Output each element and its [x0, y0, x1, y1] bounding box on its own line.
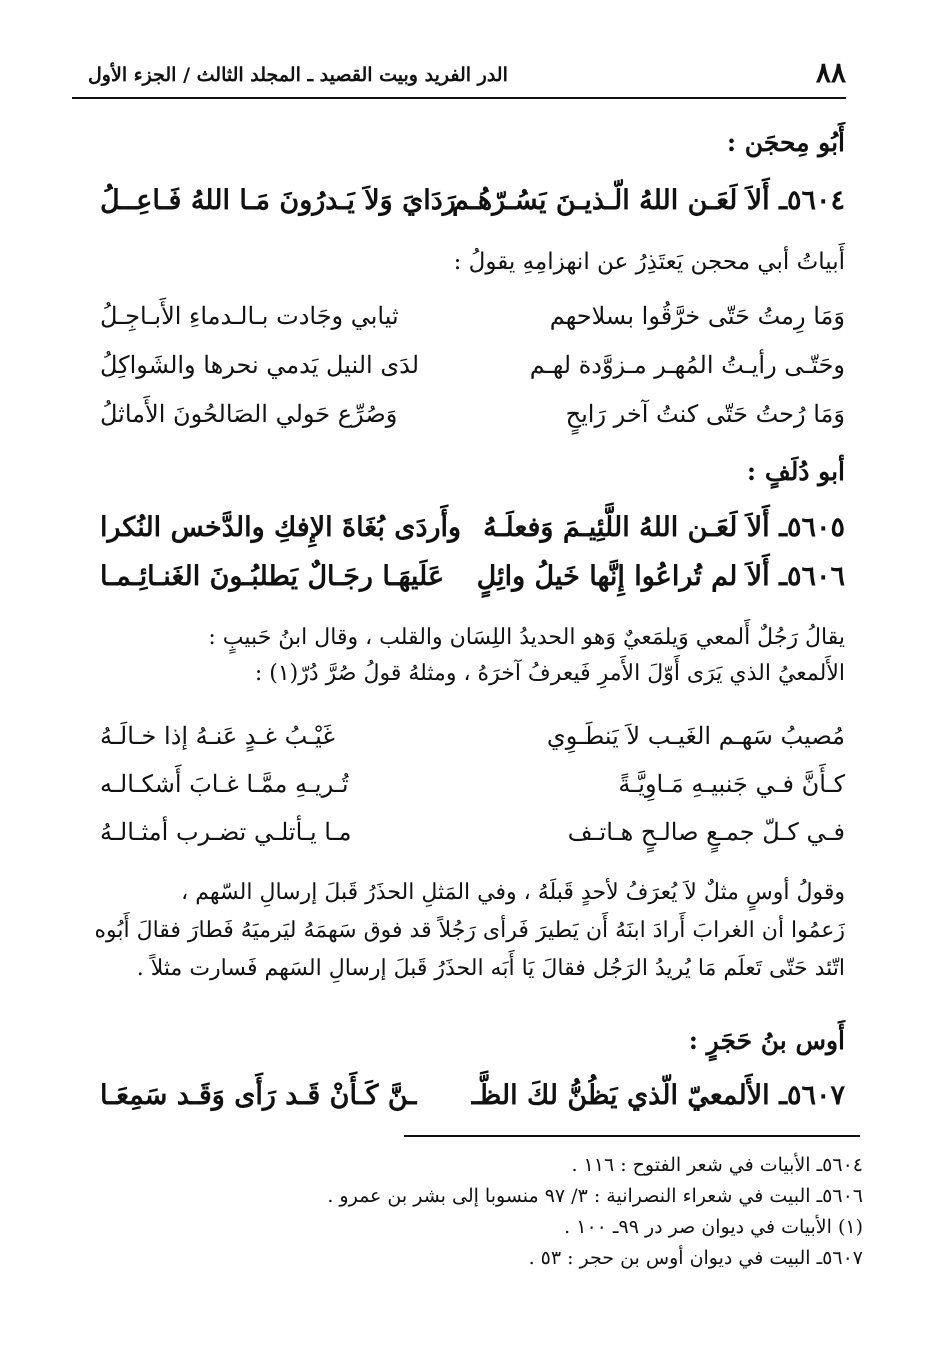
verse-5605 [100, 512, 845, 556]
running-title: الدر الفريد وبيت القصيد ـ المجلد الثالث / الجزء الأول [88, 64, 508, 86]
footnote: (١) الأبيات في ديوان صر در ٩٩ـ ١٠٠ . [564, 1216, 863, 1238]
prose-line: الأَلمعيُ الذي يَرَى أَوّلَ الأَمرِ فَيعرفُ آخرَهُ ، ومثلهُ قولُ صُرَّ دُرّ(١) : [254, 661, 845, 686]
verse-first-hemistich: ٥٦٠٥ـ أَلاَ لَعَـن اللهُ اللَّئِيـمَ وَفعلَـهُ [483, 512, 845, 543]
verse-sarr-durr-1 [100, 722, 845, 766]
verse-first-hemistich: فـي كـلّ جمـعٍ صالـحٍ هـاتـف [567, 818, 845, 846]
prose-line: وقولُ أوسٍ مثلٌ لاَ يُعرَفُ لأحدٍ قَبلَهُ ، وفي المَثلِ الحذَرُ قَبلَ إرسالِ السّهم ، [181, 880, 845, 905]
intro-line: أَبياتُ أبي محجن يَعتَذِرُ عن انهزامِهِ يقولُ : [453, 249, 845, 275]
footnote: ٥٦٠٤ـ الأبيات في شعر الفتوح : ١١٦ . [571, 1154, 863, 1176]
verse-second-hemistich: وأَردَى بُغَاةَ الإِفكِ والدَّخس النُكرا [100, 512, 462, 543]
section-heading-aws: أَوس بنُ حَجَرٍ : [688, 1026, 845, 1055]
verse-first-hemistich: وَمَا رُحتُ حَتّى كنتُ آخر رَايحٍ [565, 400, 845, 428]
prose-line: زَعمُوا أن الغرابَ أَرادَ ابنَهُ أَن يَطيرَ فَرأى رَجُلاً قد فوق سَهمَهُ ليَرميَهُ فَطارَ فقالَ أَبُوه [94, 918, 845, 943]
footnotes [160, 1150, 863, 1274]
page-number: ٨٨ [815, 56, 846, 89]
verse-second-hemistich: وَصُرِّع حَولي الصَالحُونَ الأَماثلُ [100, 400, 398, 428]
verse-second-hemistich: تُـريـهِ ممَّـا غـابَ أَشكـالـه [100, 770, 349, 798]
verse-first-hemistich: ٥٦٠٦ـ أَلاَ لم تُراعُوا إِنَّها خَيلُ وائِلٍ [476, 561, 845, 592]
header-divider [72, 97, 846, 99]
verse-first-hemistich: ٥٦٠٧ـ الأَلمعيّ الّذي يَظُنُّ لكَ الظَّـ [471, 1080, 845, 1111]
footnote-divider [404, 1135, 860, 1137]
verse-second-hemistich: غَيْـبُ غـدٍ عَنـهُ إذا خـالَـهُ [100, 722, 335, 750]
footnote: ٥٦٠٧ـ البيت في ديوان أوس بن حجر : ٥٣ . [528, 1247, 863, 1269]
verse-mihjan-2 [100, 351, 845, 395]
verse-first-hemistich: مُصيبُ سَهـم الغَيـب لاَ يَنطَـوِي [546, 722, 845, 750]
verse-sarr-durr-2 [100, 770, 845, 814]
section-heading-abu-mihjan: أَبُو مِحجَن : [726, 128, 845, 157]
prose-paragraph-1 [84, 620, 845, 692]
verse-mihjan-3 [100, 400, 845, 444]
verse-5604 [100, 185, 845, 229]
verse-second-hemistich: ثيابي وجَادت بـالـدماءِ الأَبـاجِـلُ [100, 302, 399, 330]
verse-second-hemistich: ـنَّ كَـأَنْ قَـد رَأَى وَقَـد سَمِعَـا [100, 1080, 417, 1111]
prose-line: يقالُ رَجُلٌ أَلمعي وَيلمَعيٌ وَهو الحديدُ اللِسَان والقلب ، وقال ابنُ حَبيبٍ : [208, 625, 845, 650]
page-header [88, 56, 846, 96]
verse-first-hemistich: ٥٦٠٤ـ أَلاَ لَعَـن اللهُ الّـذيـنَ يَسُـرّهُـم [452, 185, 845, 216]
verse-mihjan-1 [100, 302, 845, 346]
verse-sarr-durr-3 [100, 818, 845, 862]
prose-line: اتّئد حَتّى تَعلَم مَا يُريدُ الرَجُل فقالَ يَا أَبَه الحذَرُ قَبلَ إرسالِ السَهم فَسارت مثلاً . [136, 956, 845, 981]
prose-paragraph-2 [84, 874, 845, 988]
verse-second-hemistich: مـا يـأتلـي تضـرب أمثـالـهُ [100, 818, 352, 846]
verse-5607 [100, 1080, 845, 1124]
verse-first-hemistich: كـأَنَّ فـي جَنبيـهِ مَـاوِيَّـةً [618, 770, 845, 798]
verse-second-hemistich: لدَى النيل يَدمي نحرها والشَواكِلُ [100, 351, 420, 379]
verse-first-hemistich: وَمَا رِمتُ حَتّى خرَّقُوا بسلاحهم [549, 302, 845, 330]
verse-5606 [100, 561, 845, 605]
verse-second-hemistich: عَلَيهَـا رجَـالٌ يَطلبُـونَ الغَنـائِـمـا [100, 561, 445, 592]
verse-first-hemistich: وحَتّـى رأيـتُ المُهـر مـزوَّدة لهـم [529, 351, 845, 379]
section-heading-abu-dulaf: أبو دُلَفٍ : [746, 457, 845, 486]
verse-second-hemistich: رَدَايَ وَلاَ يَـدرُونَ مَـا اللهُ فَـاعِــلُ [100, 185, 456, 216]
footnote: ٥٦٠٦ـ البيت في شعراء النصرانية : ٣/ ٩٧ منسوبا إلى بشر بن عمرو . [327, 1185, 863, 1207]
